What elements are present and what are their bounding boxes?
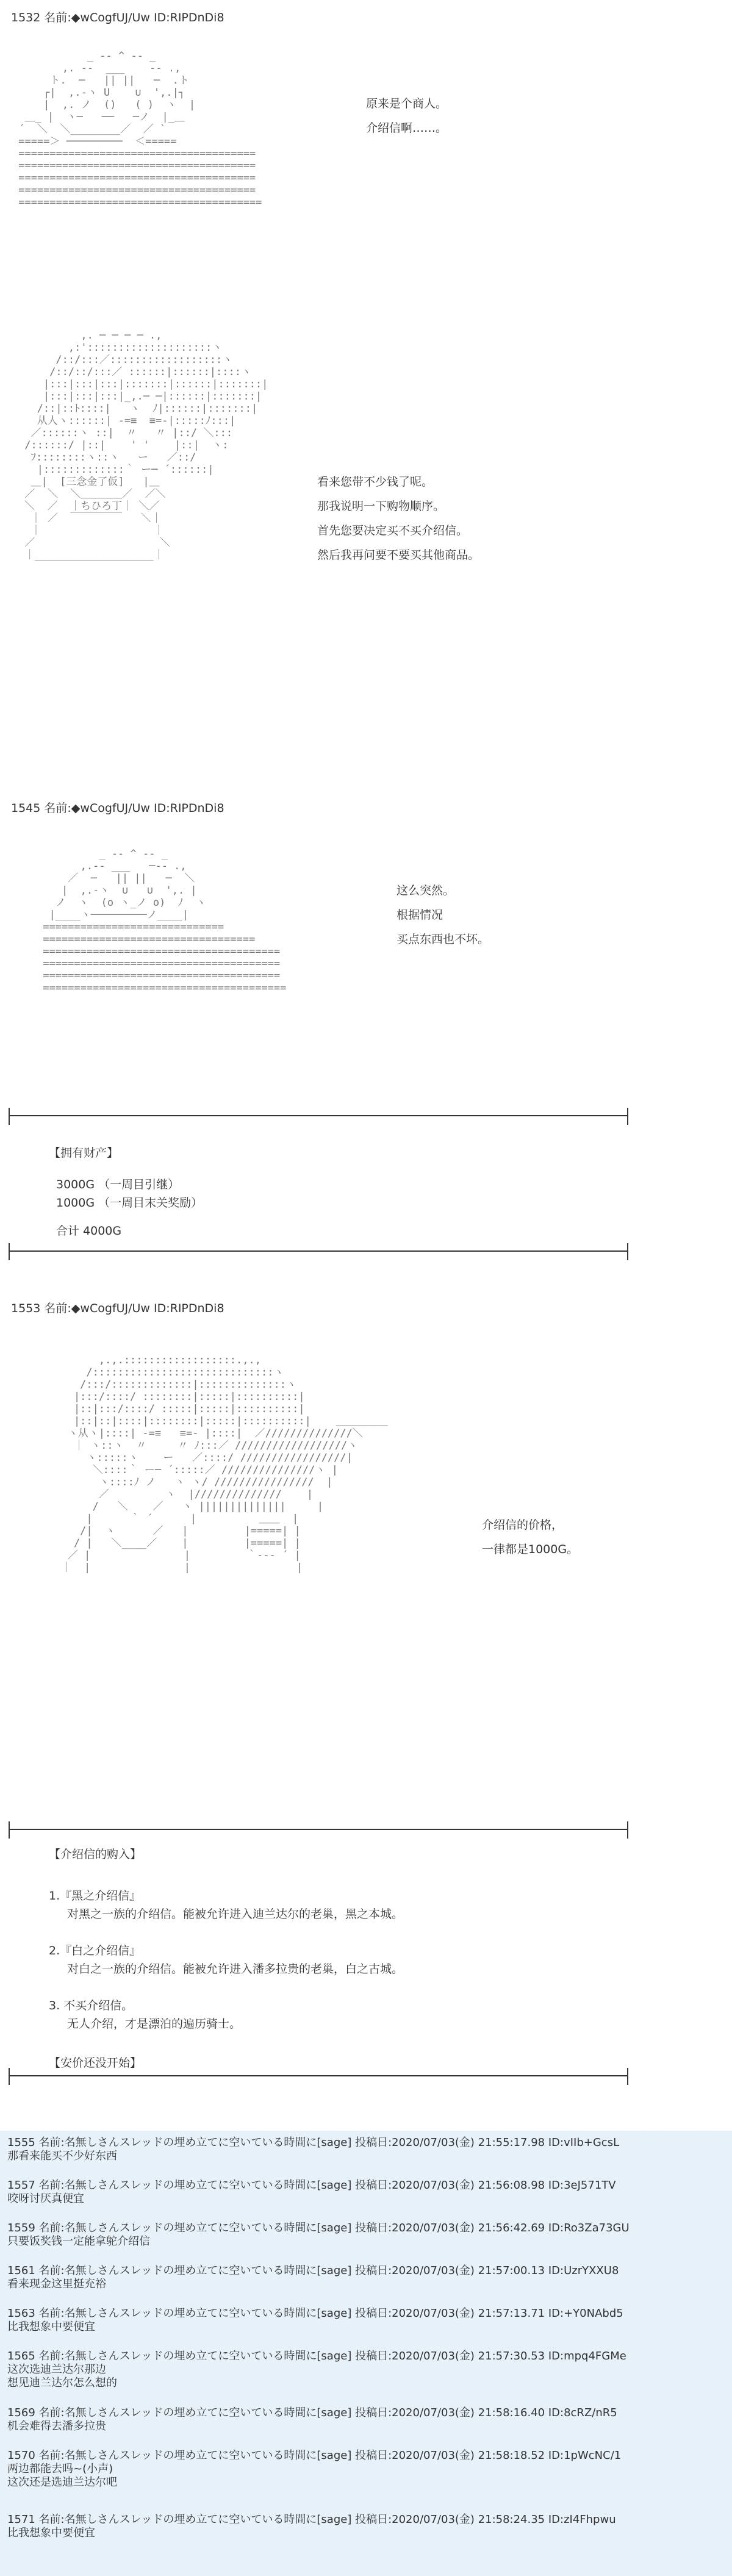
reply: 1559 名前:名無しさんスレッドの埋め立てに空いている時間に[sage] 投稿日:2020/07/03(金) 21:56:42.69 ID:Ro3Za73GU 只要饭奖钱一定能拿鸵介绍信 [7,2222,630,2248]
dialogue-4: 介绍信的价格， 一律都是1000G。 [482,1518,579,1556]
reply: 1563 名前:名無しさんスレッドの埋め立てに空いている時間に[sage] 投稿日:2020/07/03(金) 21:57:13.71 ID:+Y0NAbd5 比我想象中要便宜 [7,2307,623,2333]
reply: 1565 名前:名無しさんスレッドの埋め立てに空いている時間に[sage] 投稿日:2020/07/03(金) 21:57:30.53 ID:mpq4FGMe 这次选迪兰达尔那边 想见迪兰达尔怎么想的 [7,2350,626,2389]
reply: 1555 名前:名無しさんスレッドの埋め立てに空いている時間に[sage] 投稿日:2020/07/03(金) 21:55:17.98 ID:vIIb+GcsL 那看来能买不少好东西 [7,2136,620,2162]
reply: 1569 名前:名無しさんスレッドの埋め立てに空いている時間に[sage] 投稿日:2020/07/03(金) 21:58:16.40 ID:8cRZ/nR5 机会难得去潘多拉贵 [7,2406,617,2433]
separator [9,1829,628,1830]
reply: 1557 名前:名無しさんスレッドの埋め立てに空いている時間に[sage] 投稿日:2020/07/03(金) 21:56:08.98 ID:3eJ571TV 咬呀讨厌真便宜 [7,2179,616,2205]
separator [9,1250,628,1252]
separator [9,1115,628,1116]
post-header: 1553 名前:◆wCogfUJ/Uw ID:RIPDnDi8 [11,1302,224,1315]
post-header: 1532 名前:◆wCogfUJ/Uw ID:RIPDnDi8 [11,11,224,24]
reply: 1571 名前:名無しさんスレッドの埋め立てに空いている時間に[sage] 投稿日:2020/07/03(金) 21:58:24.35 ID:zI4Fhpwu 比我想象中要便宜 [7,2513,616,2539]
ascii-art-merchant-1: _ -‐ ^ ‐- _ ,. -‐ ___ ‐- ., ト. ─ || || ─ .ト ┌| ,.-ヽ U ∪ ',.|┐ | ,. ノ () ( ) ヽ | ＿_ | ヽ─ ── ─ノ |_＿ ´ ＼ ＼________／ ／ ` =====＞ ───────── ＜===== ====================================== ====================================== ====================================== ====================================== ======================================= [18,50,262,209]
purchase-block: 【介绍信的购入】 1.『黑之介绍信』 对黑之一族的介绍信。能被允许进入迪兰达尔的老巢，黑之本城。 2.『白之介绍信』 对白之一族的介绍信。能被允许进入潘多拉贵的老巢，白之古城。 3. 不买介绍信。 无人介绍，才是漂泊的遍历骑士。 【安价还没开始】 [49,1848,404,2070]
reply: 1561 名前:名無しさんスレッドの埋め立てに空いている時間に[sage] 投稿日:2020/07/03(金) 21:57:00.13 ID:UzrYXXU8 看来现金这里挺充裕 [7,2264,619,2291]
dialogue-3: 这么突然。 根据情况 买点东西也不坏。 [396,884,490,946]
separator [9,2075,628,2076]
post-header: 1545 名前:◆wCogfUJ/Uw ID:RIPDnDi8 [11,802,224,815]
dialogue-2: 看来您带不少钱了呢。 那我说明一下购物顺序。 首先您要决定买不买介绍信。 然后我再问要不要买其他商品。 [317,475,480,562]
dialogue-1: 原来是个商人。 介绍信啊……。 [366,97,448,135]
ascii-art-chihiro: ,. ─ ─ ─ ─ ., ,:'::::::::::::::::::::ヽ /::/:::／::::::::::::::::::ヽ /::/::/:::／ ::::::|::::::|::::ヽ |:::|:::|:::|:::::::|::::::|:::::::| |:::|:::|:::|_,.─ ─|::::::|:::::::| /::|::ﾄ::::| ヽ ﾉ|::::::|:::::::| 从人ヽ::::::| ‐=≡ ≡=‐|:::::ﾉ:::| ／::::::ヽ ::| 〃 〃 |::/ ＼::: /::::::/ |::| ' ' |::| ヽ: ﾌ::::::::ヽ::ヽ ー ／::/ |:::::::::::::｀ ー─ ´::::::| ＿| [三念金了仮] |＿ ／ ＼ ＼＿＿＿＿／ ／＼ ＼ ／ ｜ちひろ丁｜ ＼／ ｜ ／ ￣￣￣￣￣ ＼｜ ｜ ｜ ／ ＼ ｜___________________｜ [24,329,268,561]
reply: 1570 名前:名無しさんスレッドの埋め立てに空いている時間に[sage] 投稿日:2020/07/03(金) 21:58:18.52 ID:1pWcNC/1 两边都能去吗~(小声) 这次还是选迪兰达尔吧 [7,2449,622,2489]
assets-block: 【拥有财产】 3000G （一周目引继） 1000G （一周目末关奖励） 合计 4000G [49,1146,203,1238]
ascii-art-merchant-3: ,.,.::::::::::::::::::.,., /:::::::::::::::::::::::::::::ヽ /:::/:::::::::::::|::::::::::::::ヽ |:::/::::/ ::::::::|:::::|::::::::::| |::|:::/::::/ :::::|:::::|::::::::::| |::|::|::::|::::::::|:::::|::::::::::| ＿＿＿＿＿ ヽ从ヽ|::::| ‐=≡ ≡=‐ |::::| ／//////////////＼ ｜ ヽ::ヽ 〃 〃 ﾉ:::／ //////////////////ヽ ヽ:::::ヽ ー ／::::/ /////////////////| ＼::::｀ ー─ ´:::::／ ///////////////ヽ | ヽ::::ﾉ ノ ヽ ヽ/ //////////////// | ／ ヽ |////////////// | / ＼ ／ ヽ |||||||||||||| | | ｀ ´ | ＿＿ | /| ヽ ／ | |=====| | / | ＼____／ | |=====| | ／ | | ｀‐‐‐ ´ | ｜ | | | [61,1354,388,1574]
ascii-art-merchant-2: _ -‐ ^ ‐- _ ,.-‐ ___ ─‐- ., ／ ─ || || ─ ＼ | ,.-ヽ ∪ ∪ ',. | ノ ヽ (o ヽ_ノ o) ﾉ ヽ |____ヽ─────────ノ____| ============================= ================================== ====================================== ====================================== ====================================== ======================================= [43,848,287,994]
